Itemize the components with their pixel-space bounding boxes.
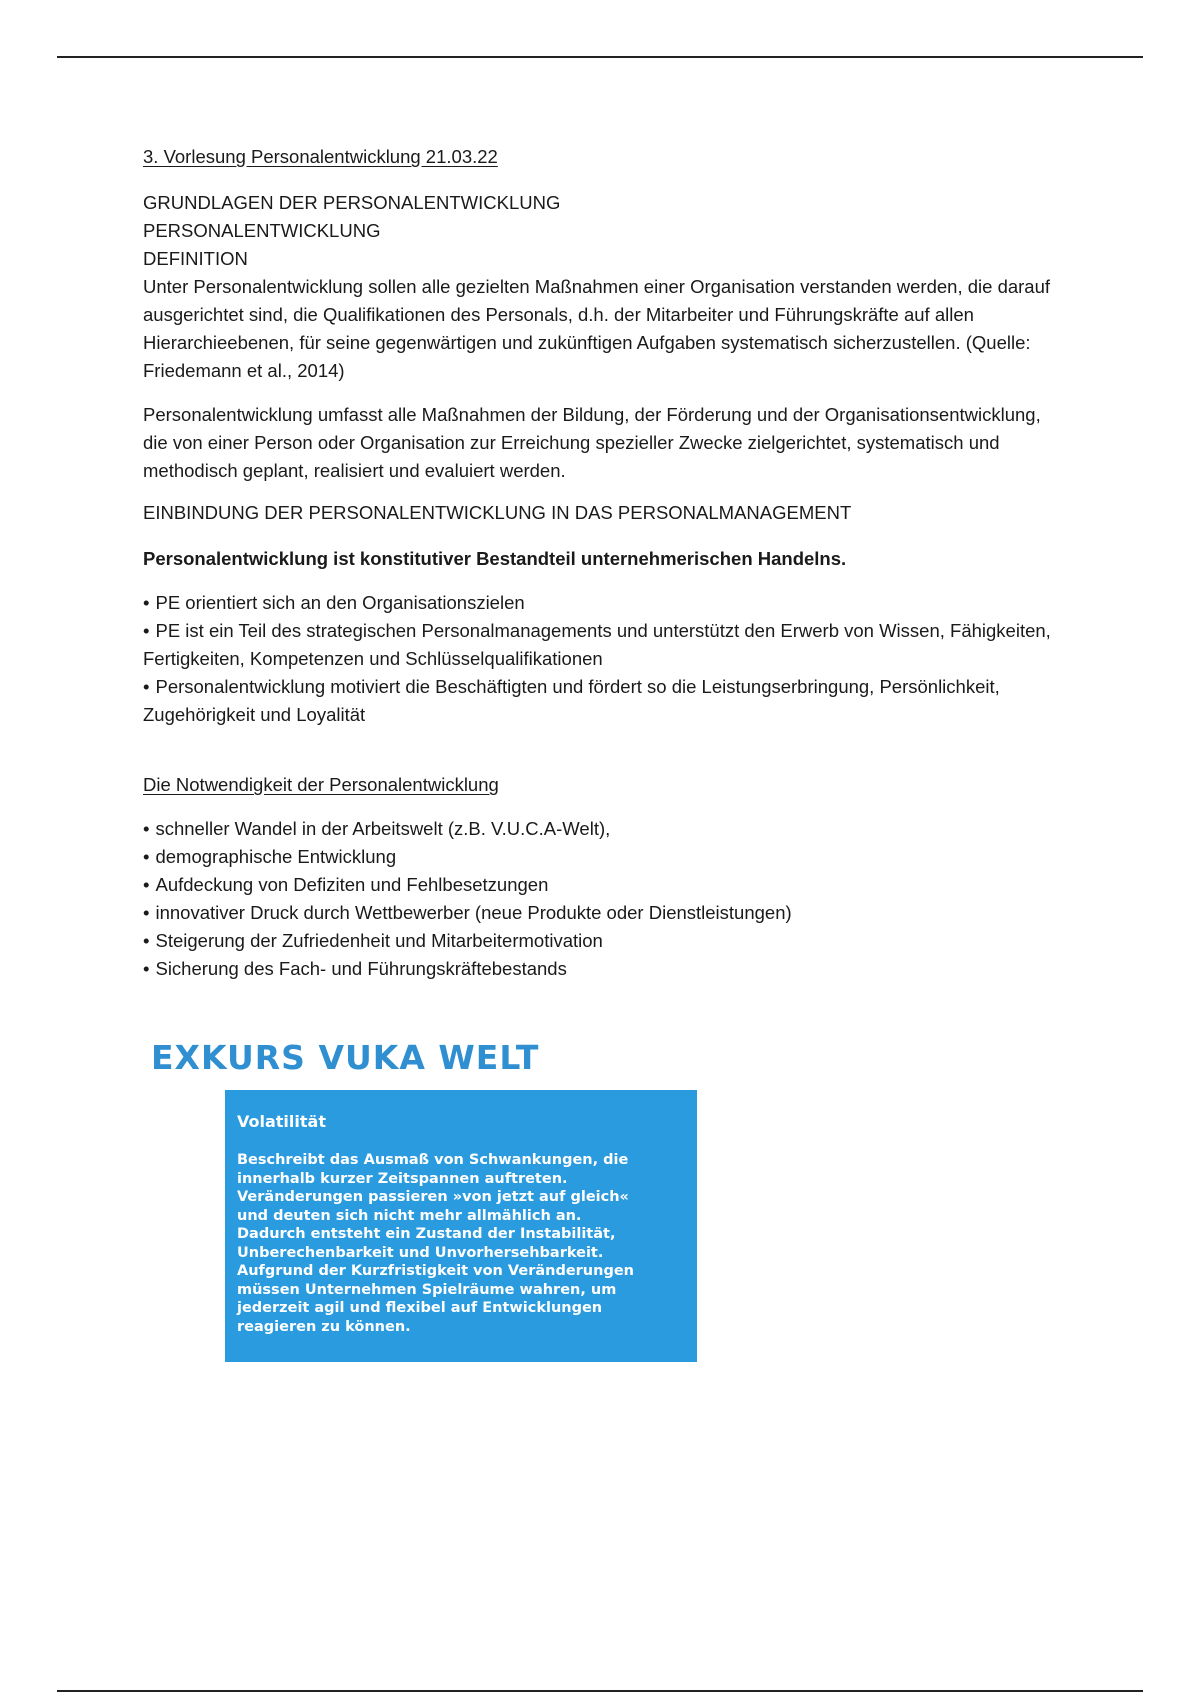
volatility-heading: Volatilität	[237, 1112, 326, 1131]
list-item-text: Aufdeckung von Defiziten und Fehlbesetzungen	[155, 874, 549, 895]
list-item	[143, 843, 1063, 871]
figure-title: EXKURS VUKA WELT	[151, 1038, 540, 1077]
list-item	[143, 955, 1063, 983]
page-bottom-rule	[57, 1690, 1143, 1692]
list-item	[143, 617, 1063, 673]
list-item-text: PE ist ein Teil des strategischen Personalmanagements und unterstützt den Erwerb von Wissen, Fähigkeiten, Fertigkeiten, Kompetenzen und Schlüsselqualifikationen	[143, 620, 1051, 669]
heading-line: GRUNDLAGEN DER PERSONALENTWICKLUNG	[143, 192, 561, 213]
page-top-rule	[57, 56, 1143, 58]
list-item-text: Personalentwicklung motiviert die Beschäftigten und fördert so die Leistungserbringung, Persönlichkeit, Zugehörigkeit und Loyalität	[143, 676, 1000, 725]
bullet-icon: •	[143, 874, 150, 895]
list-item-text: demographische Entwicklung	[155, 846, 397, 867]
bullet-list-integration	[143, 589, 1063, 729]
bold-statement: Personalentwicklung ist konstitutiver Bestandteil unternehmerischen Handelns.	[143, 548, 847, 569]
list-item-text: PE orientiert sich an den Organisationszielen	[155, 592, 525, 613]
heading-line: DEFINITION	[143, 248, 248, 269]
bullet-icon: •	[143, 620, 150, 641]
list-item	[143, 927, 1063, 955]
list-item	[143, 589, 1063, 617]
bullet-icon: •	[143, 902, 150, 923]
heading-line: PERSONALENTWICKLUNG	[143, 220, 381, 241]
section-caps-heading: EINBINDUNG DER PERSONALENTWICKLUNG IN DAS PERSONALMANAGEMENT	[143, 502, 852, 523]
document-body	[143, 143, 1063, 983]
list-item	[143, 673, 1063, 729]
bullet-list-necessity	[143, 815, 1063, 983]
list-item-text: schneller Wandel in der Arbeitswelt (z.B. V.U.C.A-Welt),	[155, 818, 611, 839]
scope-paragraph: Personalentwicklung umfasst alle Maßnahmen der Bildung, der Förderung und der Organisationsentwicklung, die von einer Person oder Organisation zur Erreichung spezieller Zwecke zielgerichtet, systematisch und methodisch geplant, realisiert und evaluiert werden.	[143, 404, 1041, 481]
necessity-heading: Die Notwendigkeit der Personalentwicklung	[143, 774, 499, 795]
definition-paragraph: Unter Personalentwicklung sollen alle gezielten Maßnahmen einer Organisation verstanden werden, die darauf ausgerichtet sind, die Qualifikationen des Personals, d.h. der Mitarbeiter und Führungskräfte auf allen Hierarchieebenen, für seine gegenwärtigen und zukünftigen Aufgaben systematisch sicherzustellen. (Quelle: Friedemann et al., 2014)	[143, 276, 1051, 381]
list-item	[143, 871, 1063, 899]
list-item	[143, 815, 1063, 843]
bullet-icon: •	[143, 930, 150, 951]
list-item-text: Sicherung des Fach- und Führungskräftebestands	[155, 958, 567, 979]
vuka-figure	[143, 1030, 703, 1390]
bullet-icon: •	[143, 676, 150, 697]
volatility-box	[225, 1090, 697, 1362]
bullet-icon: •	[143, 958, 150, 979]
list-item-text: innovativer Druck durch Wettbewerber (neue Produkte oder Dienstleistungen)	[155, 902, 792, 923]
document-title: 3. Vorlesung Personalentwicklung 21.03.22	[143, 146, 498, 167]
list-item	[143, 899, 1063, 927]
bullet-icon: •	[143, 846, 150, 867]
bullet-icon: •	[143, 818, 150, 839]
list-item-text: Steigerung der Zufriedenheit und Mitarbeitermotivation	[155, 930, 603, 951]
bullet-icon: •	[143, 592, 150, 613]
volatility-text: Beschreibt das Ausmaß von Schwankungen, die innerhalb kurzer Zeitspannen auftreten. Veränderungen passieren »von jetzt auf gleich« und deuten sich nicht mehr allmählich an. Dadurch entsteht ein Zustand der Instabilität, Unberechenbarkeit und Unvorhersehbarkeit. Aufgrund der Kurzfristigkeit von Veränderungen müssen Unternehmen Spielräume wahren, um jederzeit agil und flexibel auf Entwicklungen reagieren zu können.	[237, 1152, 634, 1335]
